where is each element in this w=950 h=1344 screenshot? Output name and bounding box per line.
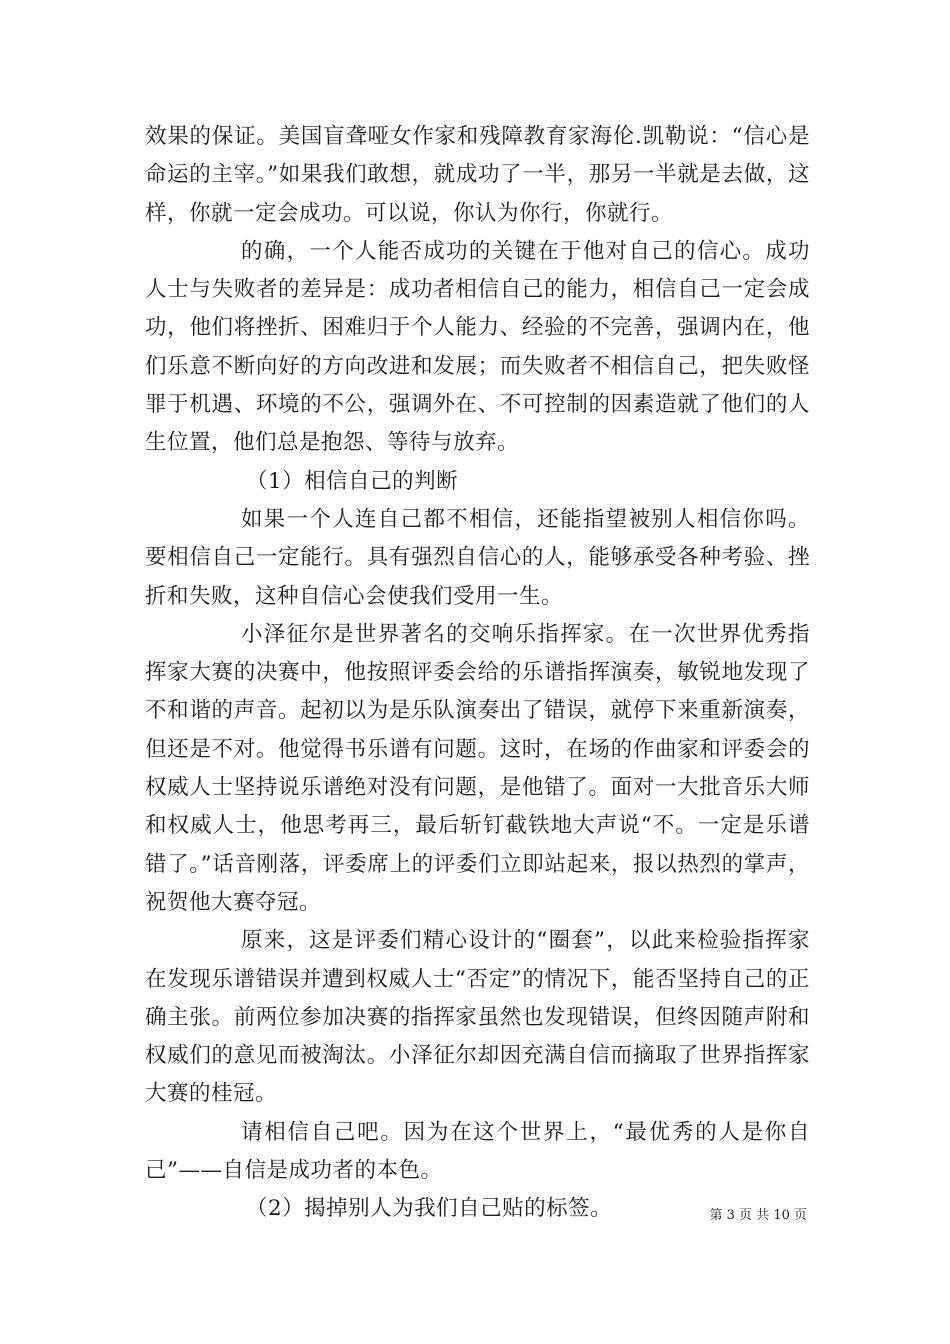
paragraph-confidence-key: 的确，一个人能否成功的关键在于他对自己的信心。成功人士与失败者的差异是：成功者相信自己的能力，相信自己一定会成功，他们将挫折、困难归于个人能力、经验的不完善，强调内在，他们乐意不断向好的方向改进和发展；而失败者不相信自己，把失败怪罪于机遇、环境的不公，强调外在、不可控制的因素造就了他们的人生位置，他们总是抱怨、等待与放弃。 [145, 238, 810, 456]
paragraph-believe-yourself: 如果一个人连自己都不相信，还能指望被别人相信你吗。要相信自己一定能行。具有强烈自信心的人，能够承受各种考验、挫折和失败，这种自信心会使我们受用一生。 [145, 506, 810, 609]
subheading-trust-judgement: （1）相信自己的判断 [246, 468, 459, 494]
paragraph-conclusion: 请相信自己吧。因为在这个世界上，“最优秀的人是你自己”——自信是成功者的本色。 [145, 1119, 810, 1184]
paragraph-continued: 效果的保证。美国盲聋哑女作家和残障教育家海伦.凯勒说：“信心是命运的主宰。”如果我们敢想，就成功了一半，那另一半就是去做，这样，你就一定会成功。可以说，你认为你行，你就行。 [145, 124, 810, 226]
paragraph-ozawa-explanation: 原来，这是评委们精心设计的“圈套”，以此来检验指挥家在发现乐谱错误并遭到权威人士“否定”的情况下，能否坚持自己的正确主张。前两位参加决赛的指挥家虽然也发现错误，但终因随声附和权威们的意见而被淘汰。小泽征尔却因充满自信而摘取了世界指挥家大赛的桂冠。 [145, 928, 810, 1107]
paragraph-ozawa-story: 小泽征尔是世界著名的交响乐指挥家。在一次世界优秀指挥家大赛的决赛中，他按照评委会给的乐谱指挥演奏，敏锐地发现了不和谐的声音。起初以为是乐队演奏出了错误，就停下来重新演奏，但还是不对。他觉得书乐谱有问题。这时，在场的作曲家和评委会的权威人士坚持说乐谱绝对没有问题，是他错了。面对一大批音乐大师和权威人士，他思考再三，最后斩钉截铁地大声说“不。一定是乐谱错了。”话音刚落，评委席上的评委们立即站起来，报以热烈的掌声，祝贺他大赛夺冠。 [145, 621, 810, 915]
subheading-remove-labels: （2）揭掉别人为我们自己贴的标签。 [246, 1196, 613, 1222]
page-number-footer: 第 3 页 共 10 页 [709, 1208, 807, 1223]
body-text [145, 118, 810, 1229]
